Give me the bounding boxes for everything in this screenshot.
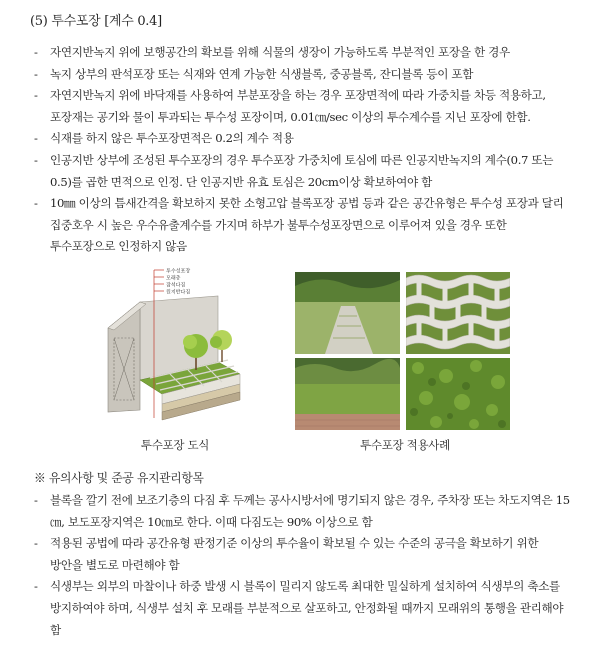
- photo-grass-surface: [406, 358, 510, 430]
- bullet-item: [34, 85, 574, 128]
- note-dash: -: [34, 579, 38, 594]
- diagram-label-3: 잡석다짐: [166, 282, 186, 289]
- bullet-dash: -: [34, 88, 38, 103]
- notes-list: [34, 490, 574, 641]
- bullet-text: 녹지 상부의 판석포장 또는 식재와 연계 가능한 식생블록, 중공블록, 잔디블록 등이 포함: [50, 66, 474, 81]
- photo-park-walkway: [295, 272, 400, 354]
- note-item: [34, 576, 574, 641]
- note-dash: -: [34, 536, 38, 551]
- photo-grass-block-closeup: [406, 272, 510, 354]
- note-item: [34, 490, 574, 533]
- bullet-text: 10㎜ 이상의 틈새간격을 확보하지 못한 소형고압 블록포장 공법 등과 같은 공간유형은 투수성 포장과 달리 집중호우 시 높은 우수유출계수를 가지며 하부가 불투수성포장면으로 이루어져 있을 경우 또한 투수포장으로 인정하지 않음: [50, 196, 564, 254]
- bullet-dash: -: [34, 66, 38, 81]
- photo-lawn-plaza: [295, 358, 400, 430]
- bullet-item: [34, 128, 574, 150]
- pavement-diagram: [100, 262, 250, 422]
- note-text: 블록을 깔기 전에 보조기층의 다짐 후 두께는 공사시방서에 명기되지 않은 경우, 주차장 또는 차도지역은 15㎝, 보도포장지역은 10㎝로 한다. 이때 다짐도는 90% 이상으로 함: [50, 493, 570, 529]
- diagram-label-4: 원지반다짐: [166, 289, 191, 296]
- note-dash: -: [34, 493, 38, 507]
- bullet-item: [34, 42, 574, 64]
- diagram-label-2: 모래층: [166, 275, 181, 282]
- note-text: 식생부는 외부의 마찰이나 하중 발생 시 블록이 밀리지 않도록 최대한 밀실하게 설치하여 식생부의 축소를 방지하여야 하며, 식생부 설치 후 모래를 부분적으로 살포하고, 안정화될 때까지 모래위의 통행을 관리해야 함: [50, 579, 564, 637]
- bullet-list: [34, 42, 574, 258]
- bullet-text: 식재를 하지 않은 투수포장면적은 0.2의 계수 적용: [50, 131, 294, 146]
- tree-crown-2b: [210, 336, 222, 348]
- bullet-dash: -: [34, 152, 38, 167]
- diagram-caption: 투수포장 도식: [140, 438, 210, 452]
- bullet-text: 자연지반녹지 위에 보행공간의 확보를 위해 식물의 생장이 가능하도록 부분적인 포장을 한 경우: [50, 45, 510, 59]
- pavement-diagram-svg: [100, 262, 250, 422]
- tree-crown-1b: [183, 335, 197, 349]
- bullet-item: [34, 193, 574, 258]
- bullet-text: 자연지반녹지 위에 바닥재를 사용하여 부분포장을 하는 경우 포장면적에 따라 가중치를 차등 적용하고, 포장재는 공기와 물이 투과되는 투수성 포장이며, 0.01㎝/sec 이상의 투수계수를 지닌 포장에 한함.: [50, 88, 546, 124]
- note-item: [34, 533, 574, 576]
- diagram-label-1: 투수성포장: [166, 268, 191, 275]
- note-text: 적용된 공법에 따라 공간유형 판정기준 이상의 투수율이 확보될 수 있는 수준의 공극을 확보하기 위한 방안을 별도로 마련해야 함: [50, 536, 539, 572]
- photos-caption: 투수포장 적용사례: [360, 438, 450, 452]
- bullet-text: 인공지반 상부에 조성된 투수포장의 경우 투수포장 가중치에 토심에 따른 인공지반녹지의 계수(0.7 또는 0.5)를 곱한 면적으로 인정. 단 인공지반 유효 토심은 20cm이상 확보하여야 함: [50, 152, 554, 189]
- bullet-item: [34, 150, 574, 193]
- bullet-item: [34, 64, 574, 86]
- section-heading: (5) 투수포장 [계수 0.4]: [30, 14, 162, 29]
- bullet-dash: -: [34, 196, 38, 211]
- bullet-dash: -: [34, 45, 38, 59]
- bullet-dash: -: [34, 131, 38, 146]
- notes-title: ※ 유의사항 및 준공 유지관리항목: [34, 471, 204, 485]
